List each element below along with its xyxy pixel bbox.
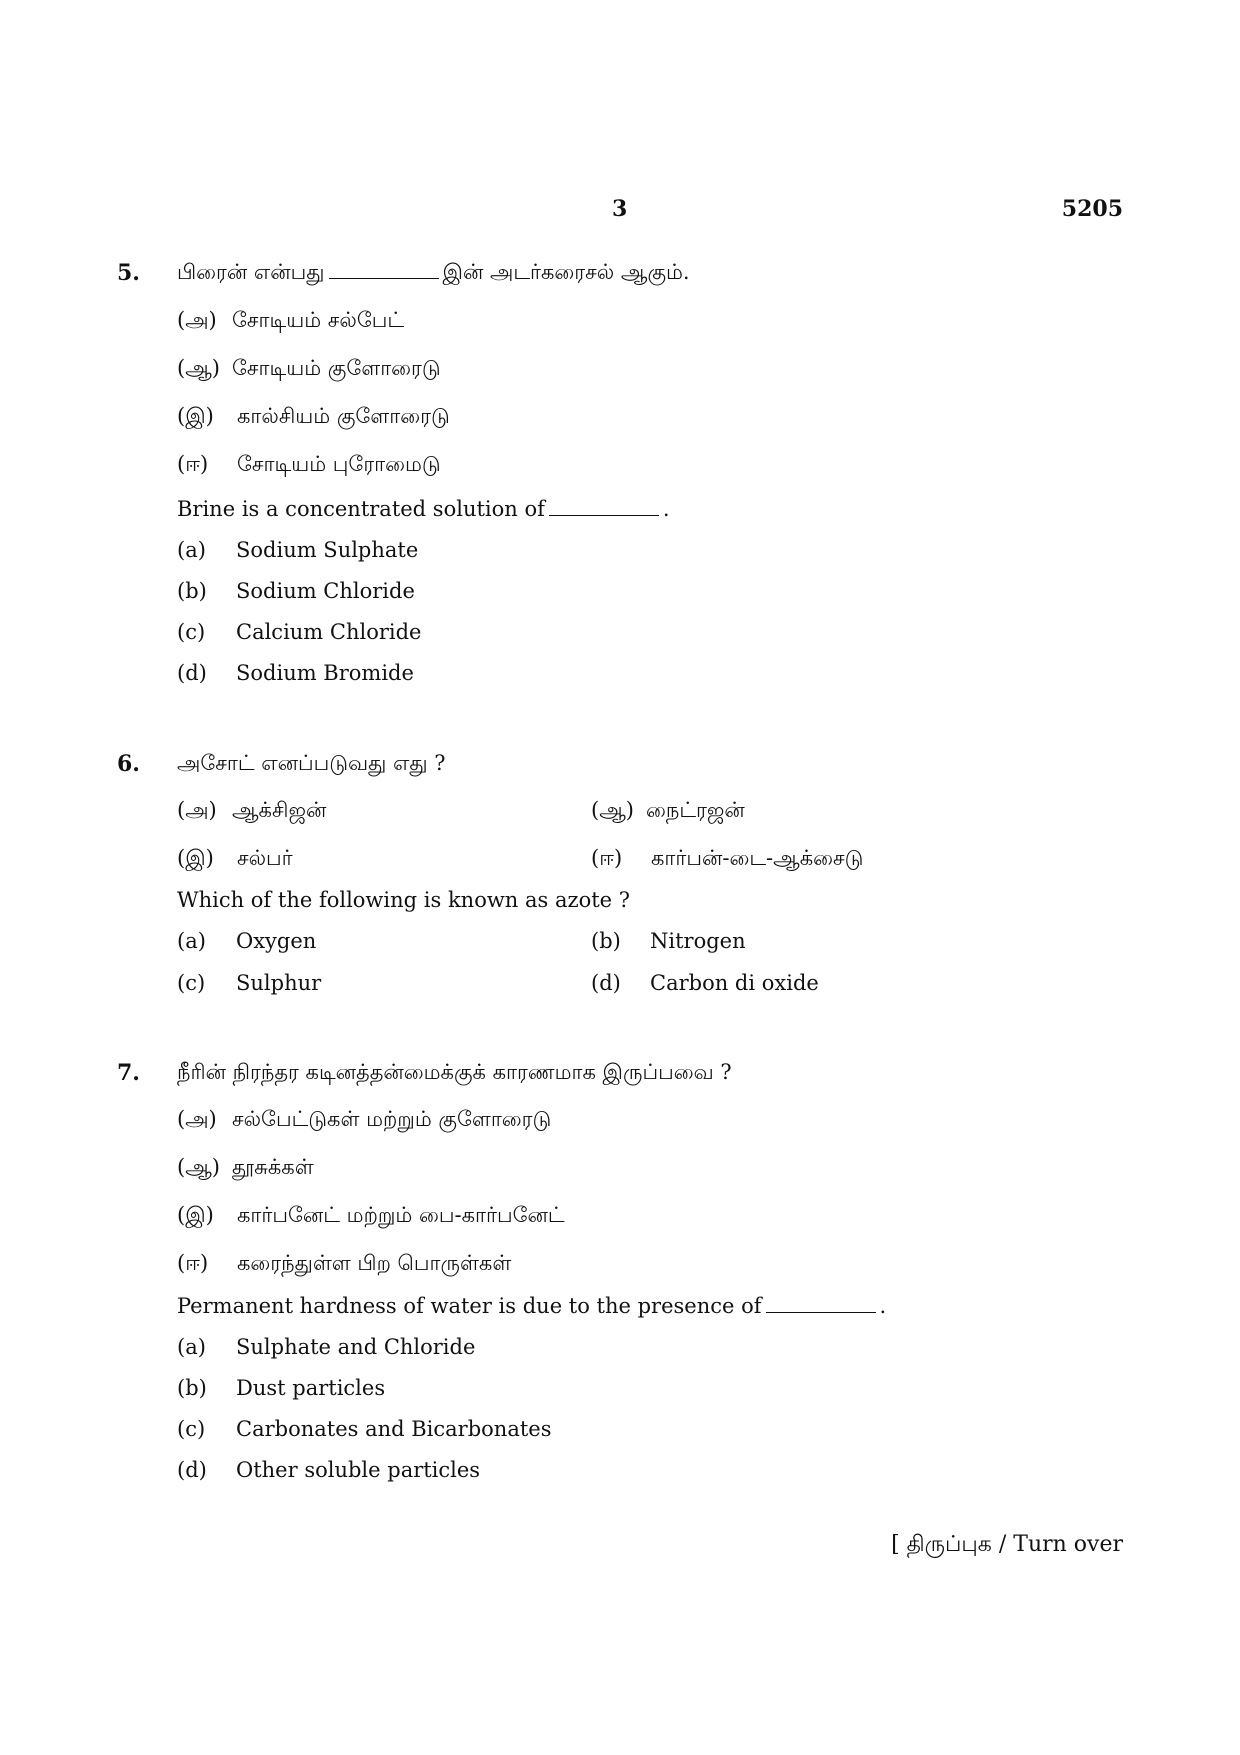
option-text: Sulphate and Chloride [236,1335,476,1359]
page-number: 3 [612,196,628,222]
turn-over-note: [ திருப்புக / Turn over [891,1532,1123,1557]
option-label: (b) [177,1376,207,1400]
option-label: (இ) [177,846,214,870]
option-label: (இ) [177,404,214,428]
english-stem-end: . [662,497,670,521]
option-text: சோடியம் குளோரைடு [232,356,441,380]
option-text: Oxygen [236,929,317,953]
option-label: (ஆ) [177,1155,220,1179]
option-label: (a) [177,929,206,953]
option-text: Carbonates and Bicarbonates [236,1417,552,1441]
option-label: (b) [591,929,621,953]
option-text: தூசுக்கள் [232,1155,314,1179]
english-stem: Which of the following is known as azote ? [177,888,631,912]
option-label: (a) [177,1335,206,1359]
option-text: சோடியம் புரோமைடு [237,452,441,476]
option-label: (ஈ) [177,1251,209,1275]
option-label: (அ) [177,1107,217,1131]
option-label: (d) [177,1458,207,1482]
question-number: 7. [117,1060,140,1086]
option-text: Sulphur [236,971,322,995]
option-text: நைட்ரஜன் [646,798,745,822]
option-text: Calcium Chloride [236,620,422,644]
tamil-stem-pre: பிரைன் என்பது [177,260,325,284]
answer-blank [549,514,659,516]
question-number: 6. [117,751,140,777]
option-label: (a) [177,538,206,562]
option-label: (c) [177,1417,206,1441]
answer-blank [766,1311,876,1313]
option-label: (இ) [177,1203,214,1227]
option-text: Sodium Bromide [236,661,414,685]
option-label: (ஈ) [591,846,623,870]
option-text: Other soluble particles [236,1458,481,1482]
tamil-stem: அசோட் எனப்படுவது எது ? [177,751,446,775]
option-text: கால்சியம் குளோரைடு [237,404,450,428]
option-text: சோடியம் சல்பேட் [232,308,405,332]
option-label: (c) [177,971,206,995]
option-label: (அ) [177,798,217,822]
option-text: Nitrogen [650,929,746,953]
question-number: 5. [117,260,140,286]
option-text: ஆக்சிஜன் [232,798,327,822]
paper-code: 5205 [1061,196,1123,222]
english-stem [177,497,670,521]
option-text: Sodium Chloride [236,579,415,603]
tamil-stem-post: இன் அடர்கரைசல் ஆகும். [442,260,690,284]
option-label: (ஆ) [177,356,220,380]
english-stem-end: . [879,1294,887,1318]
option-label: (d) [591,971,621,995]
option-label: (b) [177,579,207,603]
tamil-stem: நீரின் நிரந்தர கடினத்தன்மைக்குக் காரணமாக இருப்பவை ? [177,1060,732,1084]
option-label: (c) [177,620,206,644]
option-text: கரைந்துள்ள பிற பொருள்கள் [237,1251,512,1275]
option-text: கார்பனேட் மற்றும் பை-கார்பனேட் [237,1203,565,1227]
option-text: Carbon di oxide [650,971,819,995]
option-label: (ஆ) [591,798,634,822]
option-text: சல்பர் [237,846,293,870]
option-label: (ஈ) [177,452,209,476]
tamil-stem [177,260,690,287]
option-label: (d) [177,661,207,685]
option-text: கார்பன்-டை-ஆக்சைடு [651,846,864,870]
answer-blank [329,277,439,279]
english-stem-text: Brine is a concentrated solution of [177,497,545,521]
english-stem-text: Permanent hardness of water is due to the presence of [177,1294,762,1318]
option-text: சல்பேட்டுகள் மற்றும் குளோரைடு [232,1107,552,1131]
option-text: Dust particles [236,1376,386,1400]
option-label: (அ) [177,308,217,332]
option-text: Sodium Sulphate [236,538,419,562]
english-stem [177,1294,886,1318]
